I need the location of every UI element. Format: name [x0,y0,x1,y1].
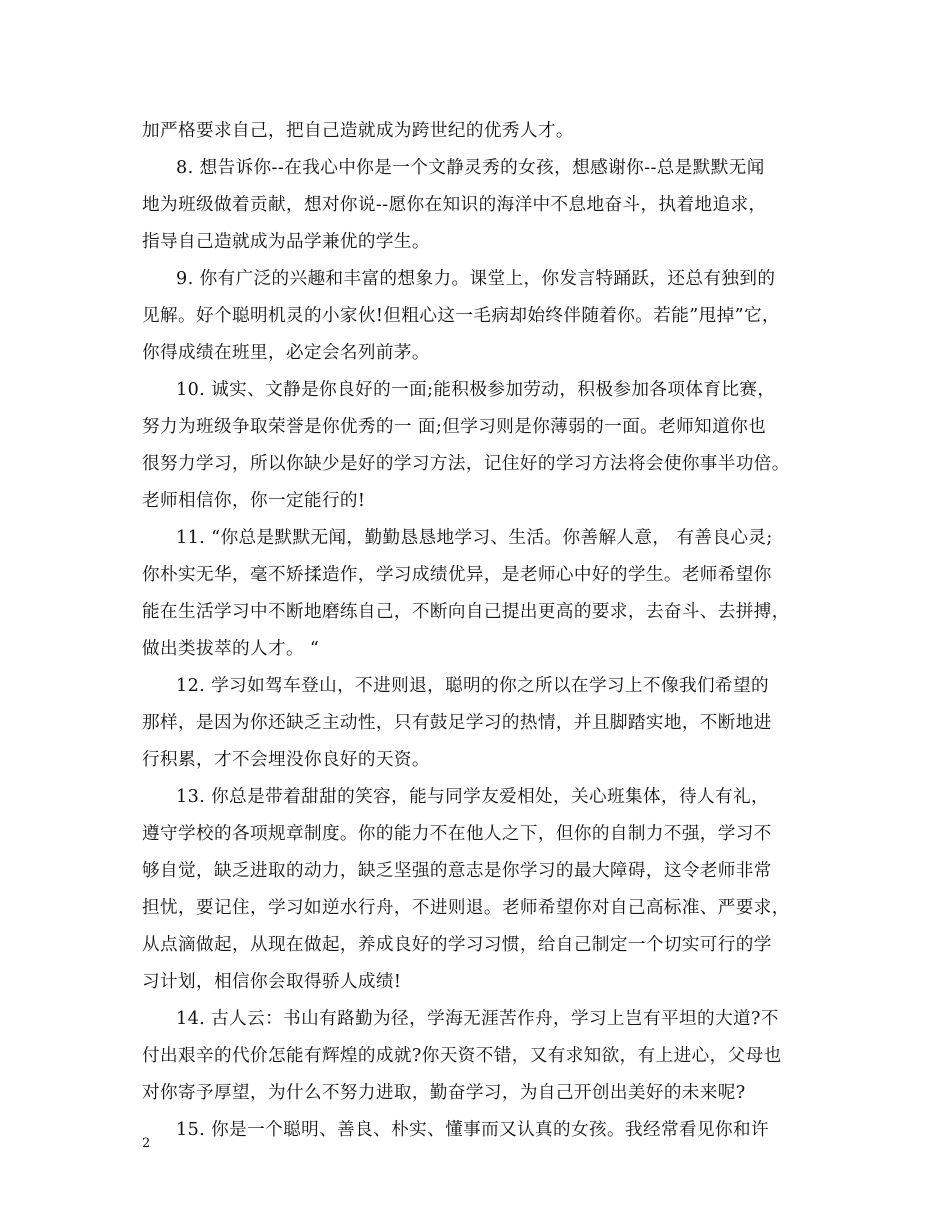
text-line: 11. “你总是默默无闻，勤勤恳恳地学习、生活。你善解人意， 有善良心灵; [176,528,773,548]
page-number: 2 [142,1136,151,1151]
text-line: 14. 古人云：书山有路勤为径，学海无涯苦作舟，学习上岂有平坦的大道?不 [176,1009,779,1029]
text-line: 见解。好个聪明机灵的小家伙!但粗心这一毛病却始终伴随着你。若能”甩掉”它， [142,306,781,326]
text-line: 够自觉，缺乏进取的动力，缺乏坚强的意志是你学习的最大障碍，这令老师非常 [142,861,772,881]
text-line: 地为班级做着贡献，想对你说--愿你在知识的海洋中不息地奋斗，执着地追求， [142,195,767,215]
text-line: 9. 你有广泛的兴趣和丰富的想象力。课堂上，你发言特踊跃，还总有独到的 [176,269,776,289]
text-line: 指导自己造就成为品学兼优的学生。 [142,232,430,252]
text-line: 8. 想告诉你--在我心中你是一个文静灵秀的女孩，想感谢你--总是默默无闻 [176,158,765,178]
document-body [142,113,822,1149]
text-line: 12. 学习如驾车登山，不进则退，聪明的你之所以在学习上不像我们希望的 [176,676,769,696]
text-line: 10. 诚实、文静是你良好的一面;能积极参加劳动，积极参加各项体育比赛， [176,380,776,400]
text-line: 付出艰辛的代价怎能有辉煌的成就?你天资不错，又有求知欲，有上进心，父母也 [142,1046,782,1066]
text-line: 你朴实无华，毫不矫揉造作，学习成绩优异，是老师心中好的学生。老师希望你 [142,565,772,585]
text-line: 从点滴做起，从现在做起，养成良好的学习习惯，给自己制定一个切实可行的学 [142,935,772,955]
text-line: 对你寄予厚望，为什么不努力进取，勤奋学习，为自己开创出美好的未来呢? [142,1083,746,1103]
text-line: 老师相信你，你一定能行的! [142,491,366,511]
text-line: 很努力学习，所以你缺少是好的学习方法，记住好的学习方法将会使你事半功倍。 [142,454,790,474]
text-line: 加严格要求自己，把自己造就成为跨世纪的优秀人才。 [142,121,574,141]
text-line: 做出类拔萃的人才。 “ [142,639,320,659]
text-line: 那样，是因为你还缺乏主动性，只有鼓足学习的热情，并且脚踏实地，不断地进 [142,713,772,733]
text-line: 担忧，要记住，学习如逆水行舟，不进则退。老师希望你对自己高标准、严要求， [142,898,790,918]
text-line: 行积累，才不会埋没你良好的天资。 [142,750,430,770]
text-line: 你得成绩在班里，必定会名列前茅。 [142,343,430,363]
text-line: 能在生活学习中不断地磨练自己，不断向自己提出更高的要求，去奋斗、去拼搏， [142,602,790,622]
text-line: 遵守学校的各项规章制度。你的能力不在他人之下，但你的自制力不强，学习不 [142,824,772,844]
text-line: 15. 你是一个聪明、善良、朴实、懂事而又认真的女孩。我经常看见你和许 [176,1120,769,1140]
text-line: 习计划，相信你会取得骄人成绩! [142,972,402,992]
text-line: 努力为班级争取荣誉是你优秀的一 面;但学习则是你薄弱的一面。老师知道你也 [142,417,767,437]
text-line: 13. 你总是带着甜甜的笑容，能与同学友爱相处，关心班集体，待人有礼， [176,787,769,807]
